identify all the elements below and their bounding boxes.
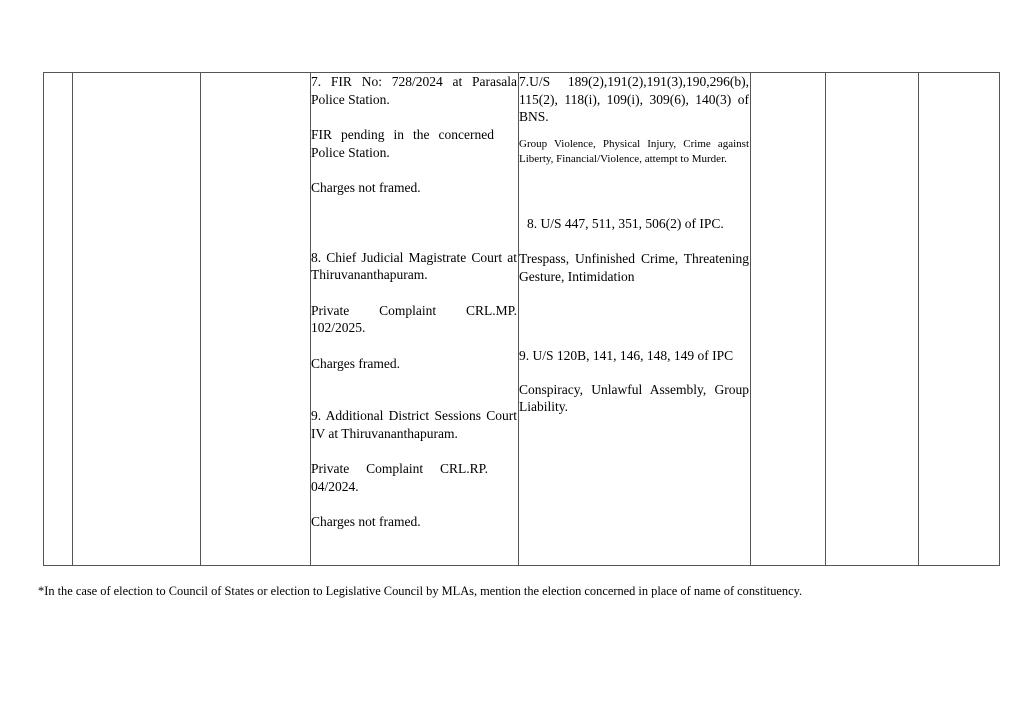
case-8-sections: 8. U/S 447, 511, 351, 506(2) of IPC. xyxy=(527,215,724,231)
table-cell-sections xyxy=(519,73,751,566)
table-cell-serial xyxy=(44,73,73,566)
case-9-status: Private Complaint CRL.RP. 04/2024. xyxy=(311,461,488,494)
table-cell-empty-3 xyxy=(919,73,1000,566)
case-7-offences: Group Violence, Physical Injury, Crime against Liberty, Financial/Violence, attempt to Murder. xyxy=(519,137,749,165)
case-7-charges: Charges not framed. xyxy=(311,180,421,195)
case-7-status: FIR pending in the concerned Police Station. xyxy=(311,127,494,160)
case-details-table xyxy=(43,72,1000,566)
table-cell-case-details xyxy=(311,73,519,566)
table-row xyxy=(44,73,1000,566)
case-9-offences: Conspiracy, Unlawful Assembly, Group Liability. xyxy=(519,381,749,414)
table-cell-constituency xyxy=(201,73,311,566)
table-cell-empty-1 xyxy=(751,73,826,566)
case-8-court: 8. Chief Judicial Magistrate Court at Thiruvananthapuram. xyxy=(311,249,517,282)
case-8-charges: Charges framed. xyxy=(311,355,400,371)
case-9-sections: 9. U/S 120B, 141, 146, 148, 149 of IPC xyxy=(519,348,734,363)
case-7-sections: 7.U/S 189(2),191(2),191(3),190,296(b), 115(2), 118(i), 109(i), 309(6), 140(3) of BNS. xyxy=(519,74,749,124)
case-9-court: 9. Additional District Sessions Court IV at Thiruvananthapuram. xyxy=(311,408,517,441)
case-8-offences: Trespass, Unfinished Crime, Threatening Gesture, Intimidation xyxy=(519,251,749,284)
case-8-status: Private Complaint CRL.MP. 102/2025. xyxy=(311,302,517,335)
table-cell-name xyxy=(73,73,201,566)
case-9-charges: Charges not framed. xyxy=(311,514,421,529)
case-7-court: 7. FIR No: 728/2024 at Parasala Police Station. xyxy=(311,74,517,107)
table-cell-empty-2 xyxy=(826,73,919,566)
footnote: *In the case of election to Council of States or election to Legislative Council by MLAs, mention the election concerned in place of name of constituency. xyxy=(38,584,803,598)
